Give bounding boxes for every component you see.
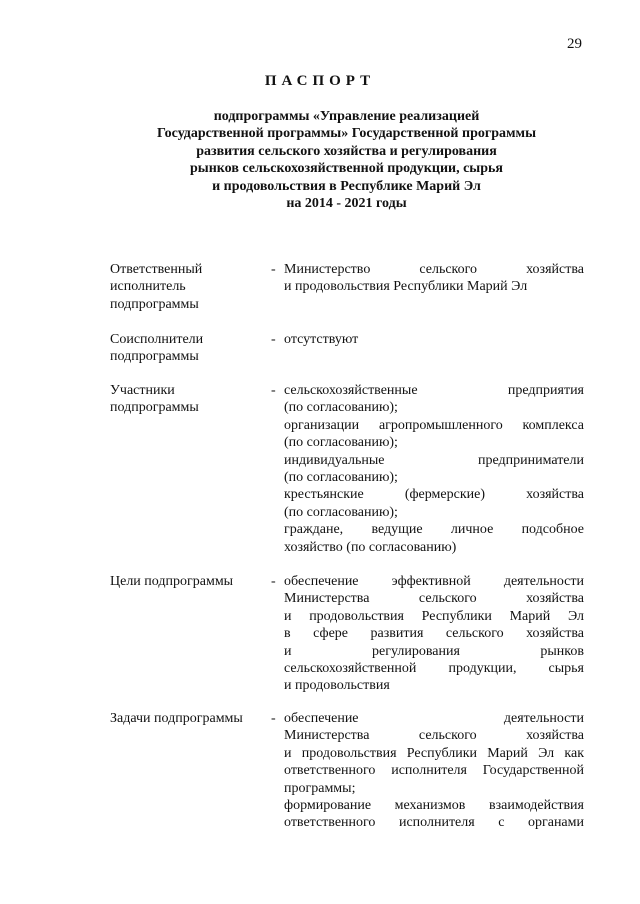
label-line: Участники bbox=[110, 383, 175, 398]
value-line: (по согласованию); bbox=[284, 400, 398, 416]
value-line: и продовольствия Республики Марий Эл как bbox=[284, 745, 584, 761]
subtitle-line: подпрограммы «Управление реализацией bbox=[213, 109, 480, 124]
label-line: подпрограммы bbox=[110, 349, 199, 365]
label-line: Цели подпрограммы bbox=[110, 574, 234, 589]
value-line: (по согласованию); bbox=[284, 470, 398, 486]
row-dash: - bbox=[271, 574, 276, 589]
value-line: Министерство сельского хозяйства bbox=[284, 262, 584, 277]
row-value bbox=[284, 261, 584, 296]
label-line: Задачи подпрограммы bbox=[110, 711, 243, 726]
value-line: в сфере развития сельского хозяйства bbox=[284, 626, 584, 642]
document-subtitle bbox=[0, 108, 640, 212]
row-value bbox=[284, 710, 584, 832]
label-line: Ответственный bbox=[110, 262, 203, 277]
value-line: и регулирования рынков bbox=[284, 643, 584, 659]
value-line: отсутствуют bbox=[284, 332, 359, 347]
row-dash: - bbox=[271, 383, 276, 398]
value-line: и продовольствия Республики Марий Эл bbox=[284, 608, 584, 624]
label-line: подпрограммы bbox=[110, 296, 199, 312]
subtitle-line: развития сельского хозяйства и регулирования bbox=[196, 143, 497, 159]
value-line: формирование механизмов взаимодействия bbox=[284, 798, 584, 814]
row-label bbox=[110, 573, 270, 590]
value-line: ответственного исполнителя Государственной bbox=[284, 763, 584, 779]
row-dash: - bbox=[271, 262, 276, 277]
value-line: Министерства сельского хозяйства bbox=[284, 728, 584, 744]
value-line: крестьянские (фермерские) хозяйства bbox=[284, 487, 584, 503]
page-number: 29 bbox=[567, 36, 582, 52]
document-title: ПАСПОРТ bbox=[264, 73, 376, 89]
value-line: обеспечение эффективной деятельности bbox=[284, 574, 584, 589]
value-line: обеспечение деятельности bbox=[284, 711, 584, 726]
subtitle-line: на 2014 - 2021 годы bbox=[286, 196, 407, 212]
row-value bbox=[284, 382, 584, 556]
row-label bbox=[110, 710, 270, 727]
label-line: подпрограммы bbox=[110, 400, 199, 416]
row-value bbox=[284, 331, 584, 348]
subtitle-line: рынков сельскохозяйственной продукции, сырья bbox=[190, 161, 503, 177]
subtitle-line: Государственной программы» Государственной программы bbox=[156, 126, 536, 142]
value-line: Министерства сельского хозяйства bbox=[284, 591, 584, 607]
value-line: сельскохозяйственной продукции, сырья bbox=[284, 661, 584, 677]
value-line: ответственного исполнителя с органами bbox=[284, 815, 584, 831]
row-label bbox=[110, 261, 270, 313]
value-line: программы; bbox=[284, 780, 356, 796]
value-line: организации агропромышленного комплекса bbox=[284, 417, 584, 433]
value-line: сельскохозяйственные предприятия bbox=[284, 383, 584, 398]
row-dash: - bbox=[271, 711, 276, 726]
label-line: Соисполнители bbox=[110, 332, 204, 347]
row-label bbox=[110, 331, 270, 366]
row-value bbox=[284, 573, 584, 695]
value-line: (по согласованию); bbox=[284, 435, 398, 451]
value-line: индивидуальные предприниматели bbox=[284, 452, 584, 468]
subtitle-line: и продовольствия в Республике Марий Эл bbox=[212, 178, 481, 194]
label-line: исполнитель bbox=[110, 279, 186, 295]
row-dash: - bbox=[271, 332, 276, 347]
value-line: граждане, ведущие личное подсобное bbox=[284, 522, 584, 538]
value-line: и продовольствия Республики Марий Эл bbox=[284, 279, 528, 295]
value-line: (по согласованию); bbox=[284, 504, 398, 520]
value-line: хозяйство (по согласованию) bbox=[284, 539, 457, 555]
row-label bbox=[110, 382, 270, 417]
value-line: и продовольствия bbox=[284, 678, 390, 694]
